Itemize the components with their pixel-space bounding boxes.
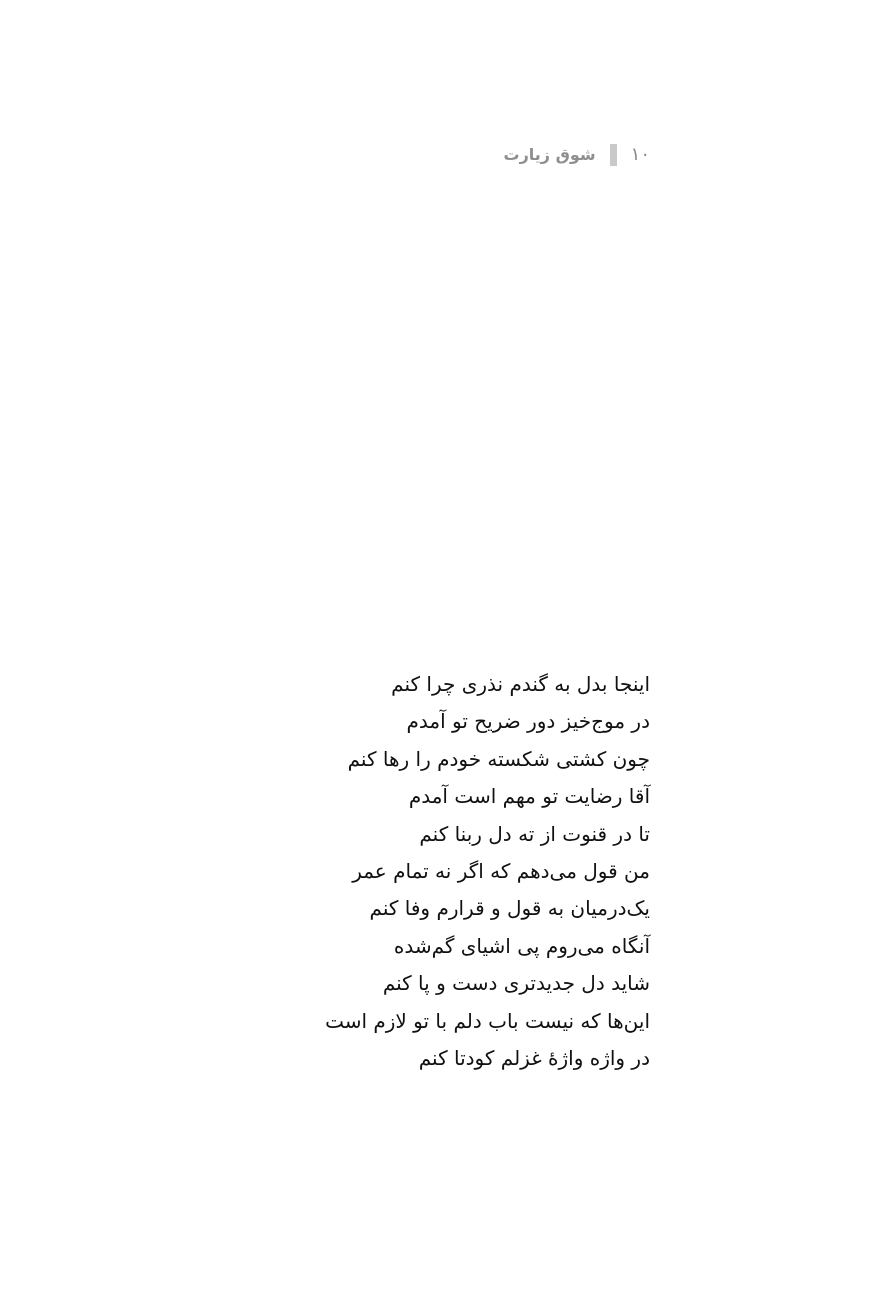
book-title: شوق زیارت [503,145,596,164]
poem-line: من قول می‌دهم که اگر نه تمام عمر [352,858,650,883]
poem-line: اینجا بدل به گندم نذری چرا کنم [391,672,650,696]
poem-line: در موج‌خیز دور ضریح تو آمدم [406,709,650,734]
poem-line: آقا رضایت تو مهم است آمدم [408,784,650,809]
poem-line: چون کشتی شکسته خودم را رها کنم [347,746,650,771]
poem-line: تا در قنوت از ته دل ربنا کنم [419,821,650,846]
poem-line: این‌ها که نیست باب دلم با تو لازم است [325,1008,650,1033]
running-header [504,140,651,170]
poem-line: شاید دل جدیدتری دست و پا کنم [382,971,650,996]
page-number: ۱۰ [630,144,650,165]
poem-line: آنگاه می‌روم پی اشیای گم‌شده [393,933,650,958]
poem-line: یک‌درمیان به قول و قرارم وفا کنم [369,896,650,921]
poem-line: در واژه واژهٔ غزلم کودتا کنم [418,1045,650,1070]
header-divider [610,144,617,166]
poem [250,666,650,1077]
